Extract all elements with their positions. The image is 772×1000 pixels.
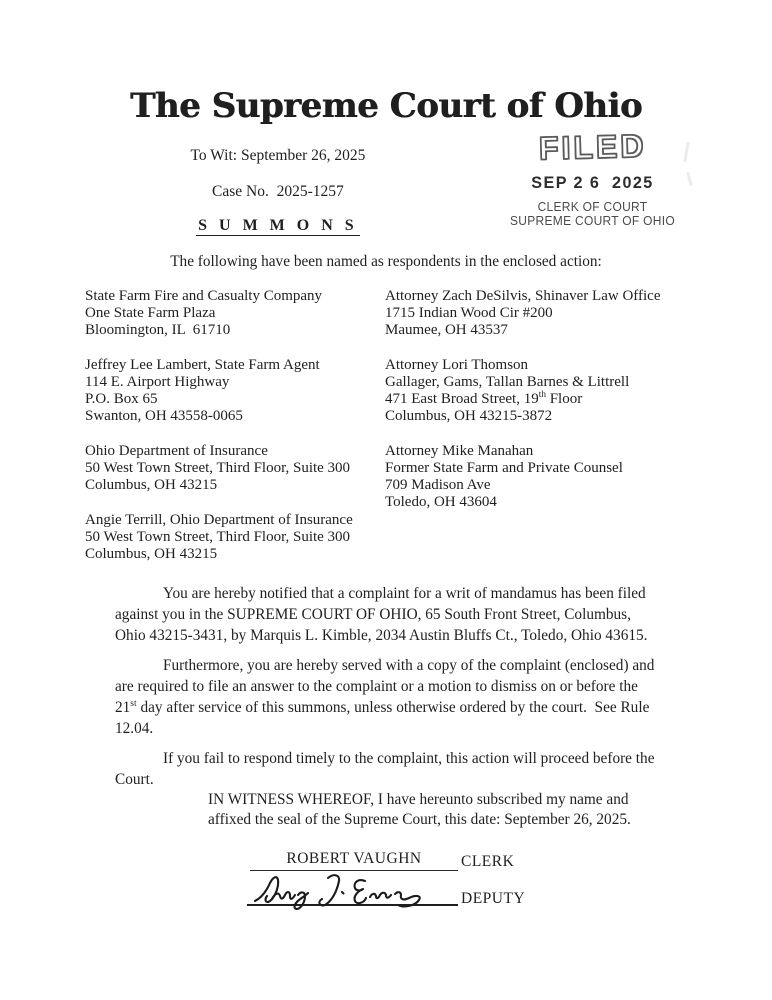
respondent-address-block	[85, 288, 381, 339]
attorney-address-block	[385, 288, 685, 339]
witness-clause: IN WITNESS WHEREOF, I have hereunto subscribed my name and affixed the seal of the Supreme Court, this date: September 26, 2025.	[208, 791, 631, 828]
address-line: P.O. Box 65	[85, 391, 158, 407]
filed-stamp-date: SEP 2 6 2025	[531, 173, 654, 192]
respondent-address-block	[85, 357, 381, 425]
attorney-address-block	[385, 357, 685, 425]
deputy-signature-handwriting-icon	[252, 868, 457, 910]
address-line: 114 E. Airport Highway	[85, 374, 230, 390]
body-paragraphs	[115, 583, 661, 799]
address-line: 50 West Town Street, Third Floor, Suite 300	[85, 529, 351, 545]
respondents-column-left	[85, 288, 381, 581]
notice-paragraph: You are hereby notified that a complaint for a writ of mandamus has been filed against you in the SUPREME COURT OF OHIO, 65 South Front Street, Columbus, Ohio 43215-3431, by Marquis L. Kimble, 2034 Austin Bluffs Ct., Toledo, Ohio 43615.	[115, 585, 650, 644]
respondents-column-right	[385, 288, 685, 529]
deputy-label: DEPUTY	[461, 890, 526, 907]
respondent-address-block	[85, 443, 381, 494]
address-line: Columbus, OH 43215	[85, 477, 218, 493]
address-line: Attorney Zach DeSilvis, Shinaver Law Office	[385, 288, 661, 304]
address-line: Swanton, OH 43558-0065	[85, 408, 243, 424]
scan-artifact	[686, 172, 692, 186]
filed-stamp-clerk-line: CLERK OF COURT	[537, 200, 648, 214]
filed-stamp	[505, 129, 680, 228]
respondent-address-block	[85, 512, 381, 563]
summons-heading	[0, 217, 556, 235]
filed-stamp-court-line: SUPREME COURT OF OHIO	[510, 214, 675, 228]
filed-stamp-word: FILED	[538, 127, 647, 167]
respondents-intro-line: The following have been named as respondents in the enclosed action:	[170, 253, 602, 270]
address-line: Angie Terrill, Ohio Department of Insurance	[85, 512, 353, 528]
address-line: Toledo, OH 43604	[385, 494, 497, 510]
attorney-address-block	[385, 443, 685, 511]
address-line: Jeffrey Lee Lambert, State Farm Agent	[85, 357, 320, 373]
address-line: 1715 Indian Wood Cir #200	[385, 305, 553, 321]
address-line: 471 East Broad Street, 19th Floor	[385, 390, 583, 407]
address-line: Attorney Mike Manahan	[385, 443, 534, 459]
address-line: State Farm Fire and Casualty Company	[85, 288, 323, 304]
clerk-label: CLERK	[461, 853, 515, 870]
address-line: One State Farm Plaza	[85, 305, 216, 321]
address-line: Attorney Lori Thomson	[385, 357, 529, 373]
scan-artifact	[683, 142, 689, 162]
service-paragraph: Furthermore, you are hereby served with a copy of the complaint (enclosed) and are required to file an answer to the complaint or a motion to dismiss on or before the 21st day after service of this summons, unless otherwise ordered by the court. See Rule 12.04.	[115, 657, 659, 737]
address-line: 50 West Town Street, Third Floor, Suite 300	[85, 460, 351, 476]
address-line: 709 Madison Ave	[385, 477, 491, 493]
address-line: Gallager, Gams, Tallan Barnes & Littrell	[385, 374, 630, 390]
summons-heading-text: S U M M O N S	[198, 217, 358, 234]
address-line: Bloomington, IL 61710	[85, 322, 231, 338]
default-paragraph: If you fail to respond timely to the complaint, this action will proceed before the Court.	[115, 750, 659, 788]
address-line: Columbus, OH 43215	[85, 546, 218, 562]
case-number-line: Case No. 2025-1257	[212, 183, 344, 200]
address-line: Ohio Department of Insurance	[85, 443, 268, 459]
clerk-name: ROBERT VAUGHN	[286, 850, 422, 867]
address-line: Columbus, OH 43215-3872	[385, 408, 553, 424]
address-line: Former State Farm and Private Counsel	[385, 460, 623, 476]
address-line: Maumee, OH 43537	[385, 322, 508, 338]
to-wit-date-line: To Wit: September 26, 2025	[190, 147, 366, 164]
court-title: The Supreme Court of Ohio	[129, 86, 642, 126]
